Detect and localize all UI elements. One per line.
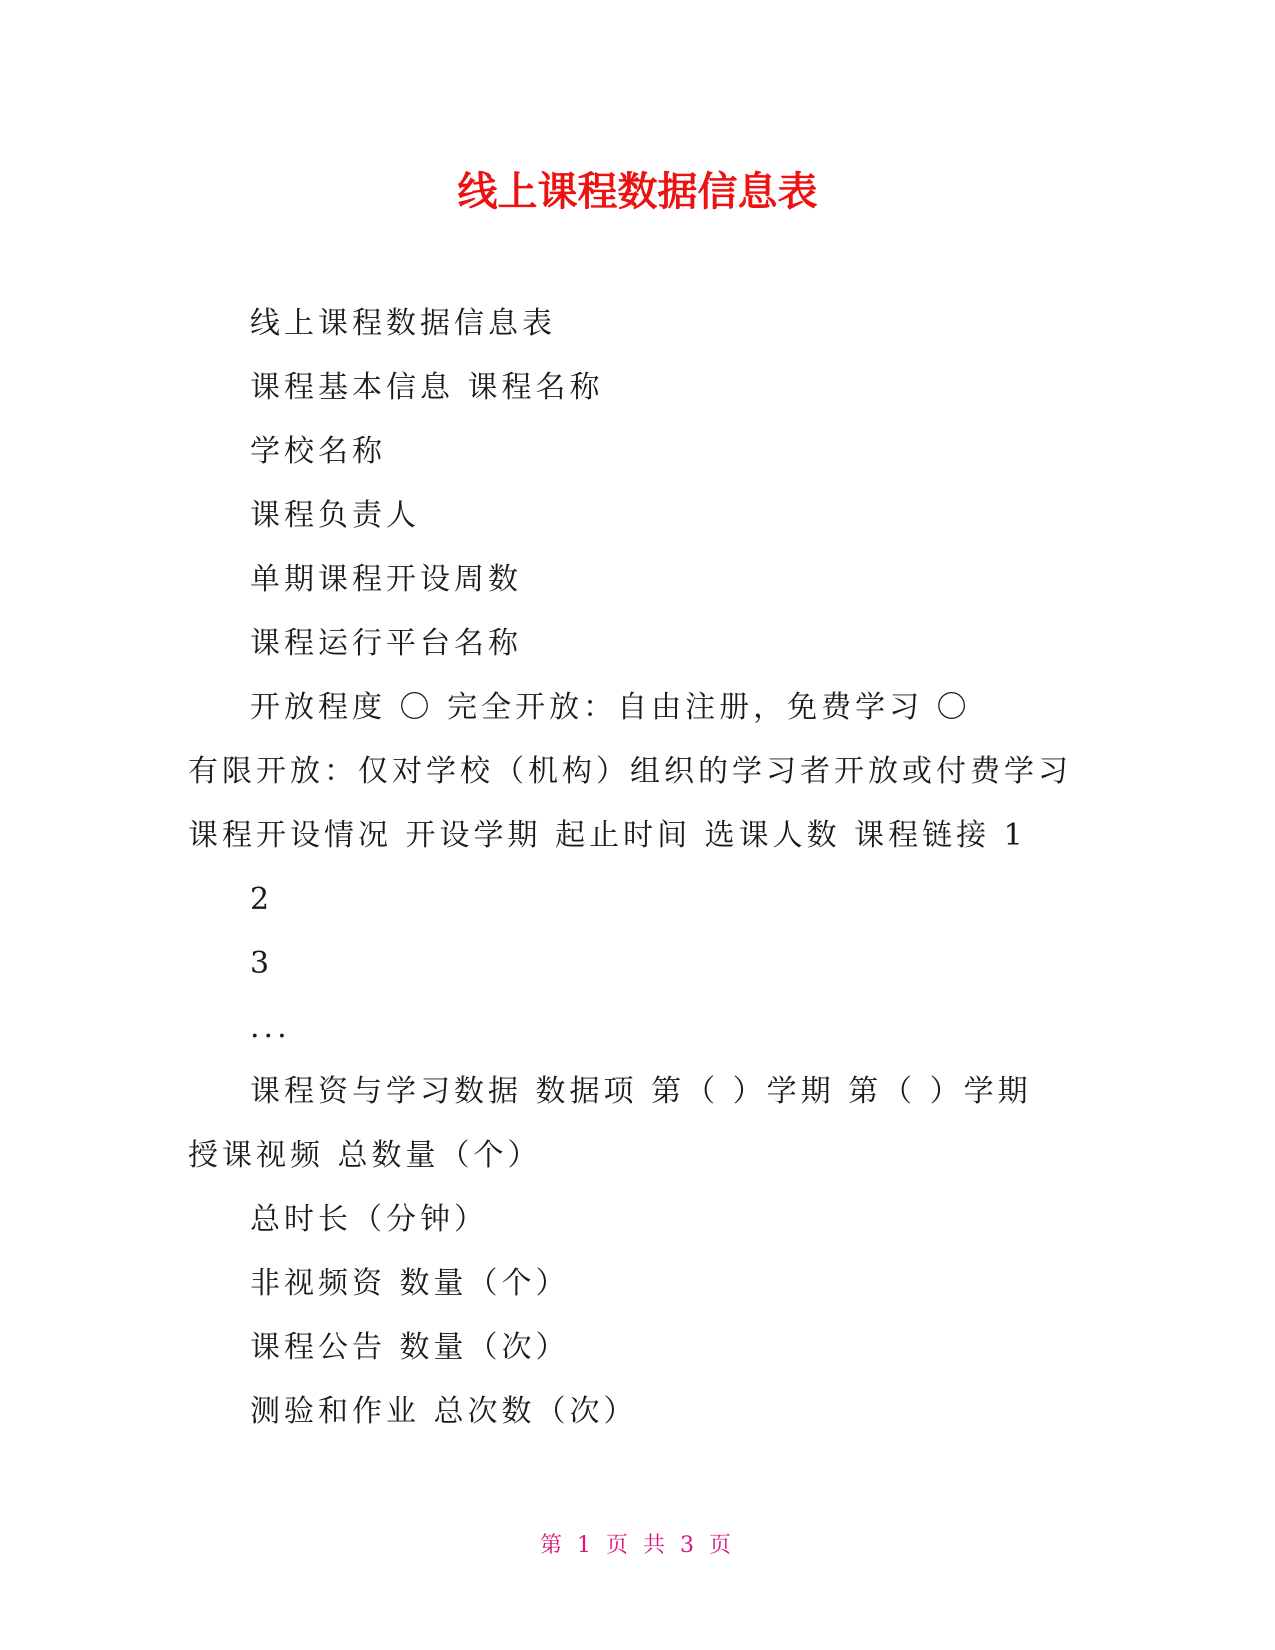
text-line: 2 xyxy=(250,882,274,917)
text-line: 3 xyxy=(250,946,274,981)
text-line: 学校名称 xyxy=(250,434,386,469)
document-body xyxy=(188,292,1072,1444)
text-line: 课程资与学习数据 数据项 第（ ）学期 第（ ）学期 xyxy=(250,1074,1032,1109)
text-line: 总时长（分钟） xyxy=(250,1202,488,1237)
text-line: 课程负责人 xyxy=(250,498,420,533)
text-line: 线上课程数据信息表 xyxy=(250,306,556,341)
text-line: 测验和作业 总次数（次） xyxy=(250,1394,638,1429)
text-line: 非视频资 数量（个） xyxy=(250,1266,570,1301)
text-line: 单期课程开设周数 xyxy=(250,562,522,597)
text-line: 课程基本信息 课程名称 xyxy=(250,370,604,405)
text-line: 课程公告 数量（次） xyxy=(250,1330,570,1365)
page-footer: 第 1 页 共 3 页 xyxy=(540,1533,735,1558)
text-line: 有限开放：仅对学校（机构）组织的学习者开放或付费学习 xyxy=(188,754,1072,789)
text-line: 课程运行平台名称 xyxy=(250,626,522,661)
page-title: 线上课程数据信息表 xyxy=(457,169,818,215)
text-line: 课程开设情况 开设学期 起止时间 选课人数 课程链接 1 xyxy=(188,818,1027,853)
text-line: ... xyxy=(250,1010,291,1045)
text-line: 授课视频 总数量（个） xyxy=(188,1138,542,1173)
text-line: 开放程度 〇 完全开放：自由注册，免费学习 〇 xyxy=(250,690,971,725)
